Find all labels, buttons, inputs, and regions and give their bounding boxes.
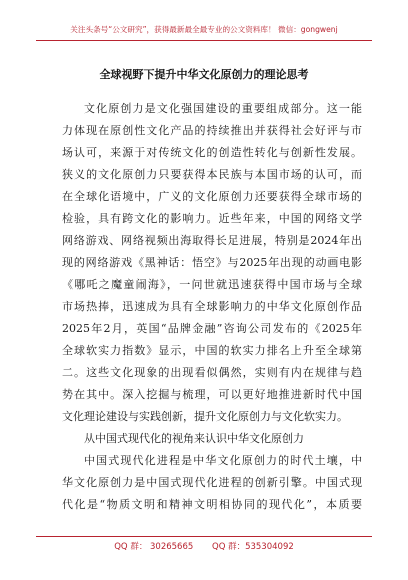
paragraph-line: 2025年2月，英国“品牌金融”咨询公司发布的《2025年: [62, 322, 362, 335]
paragraph-line: 文化理论建设与实践创新，提升文化原创力与文化软实力。: [62, 410, 348, 423]
footer-qq-group-2: QQ 群：535304092: [212, 542, 294, 552]
paragraph-line: 全球软实力指数》显示，中国的软实力排名上升至全球第: [62, 344, 362, 357]
paragraph-line: 在全球化语境中，广义的文化原创力还要获得全球市场的: [62, 190, 362, 203]
paragraph-line: 《哪吒之魔童闹海》，一问世就迅速获得中国市场与全球: [62, 278, 362, 291]
paragraph-line: 检验，具有跨文化的影响力。近些年来，中国的网络文学: [62, 212, 362, 225]
footer-divider: [36, 536, 372, 537]
page-title: 全球视野下提升中华文化原创力的理论思考: [99, 68, 309, 81]
paragraph-line: 市场热捧，迅速成为具有全球影响力的中华文化原创作品: [62, 300, 362, 313]
paragraph-line: 势在其中。深入挖掘与梳理，可以更好地推进新时代中国: [62, 388, 362, 401]
footer: [0, 540, 408, 552]
paragraph-line: 力体现在原创性文化产品的持续推出并获得社会好评与市: [62, 124, 362, 137]
paragraph-line: 网络游戏、网络视频出海取得长足进展，特别是2024年出: [62, 234, 362, 247]
header-divider: [36, 40, 372, 41]
document-body: [62, 98, 362, 516]
header-note: 关注头条号“公文研究”，获得最新最全最专业的公文资料库！ 微信：gongwenj: [70, 25, 338, 34]
footer-qq-group-1: QQ 群： 30265665: [114, 542, 194, 552]
paragraph-line: 现的网络游戏《黑神话：悟空》与2025年出现的动画电影: [62, 256, 362, 269]
paragraph-line: 场认可，来源于对传统文化的创造性转化与创新性发展。: [62, 146, 362, 159]
paragraph-line: 文化原创力是文化强国建设的重要组成部分。这一能: [84, 102, 362, 115]
paragraph-line: 二。这些文化现象的出现看似偶然，实则有内在规律与趋: [62, 366, 362, 379]
paragraph-line: 代化是“物质文明和精神文明相协同的现代化”，本质要: [62, 498, 362, 511]
section-subheading: 从中国式现代化的视角来认识中华文化原创力: [84, 432, 304, 445]
paragraph-line: 华文化原创力是中国式现代化进程的创新引擎。中国式现: [62, 476, 362, 489]
paragraph-line: 中国式现代化进程是中华文化原创力的时代土壤，中: [84, 454, 362, 467]
paragraph-line: 狭义的文化原创力只要获得本民族与本国市场的认可，而: [62, 168, 362, 181]
